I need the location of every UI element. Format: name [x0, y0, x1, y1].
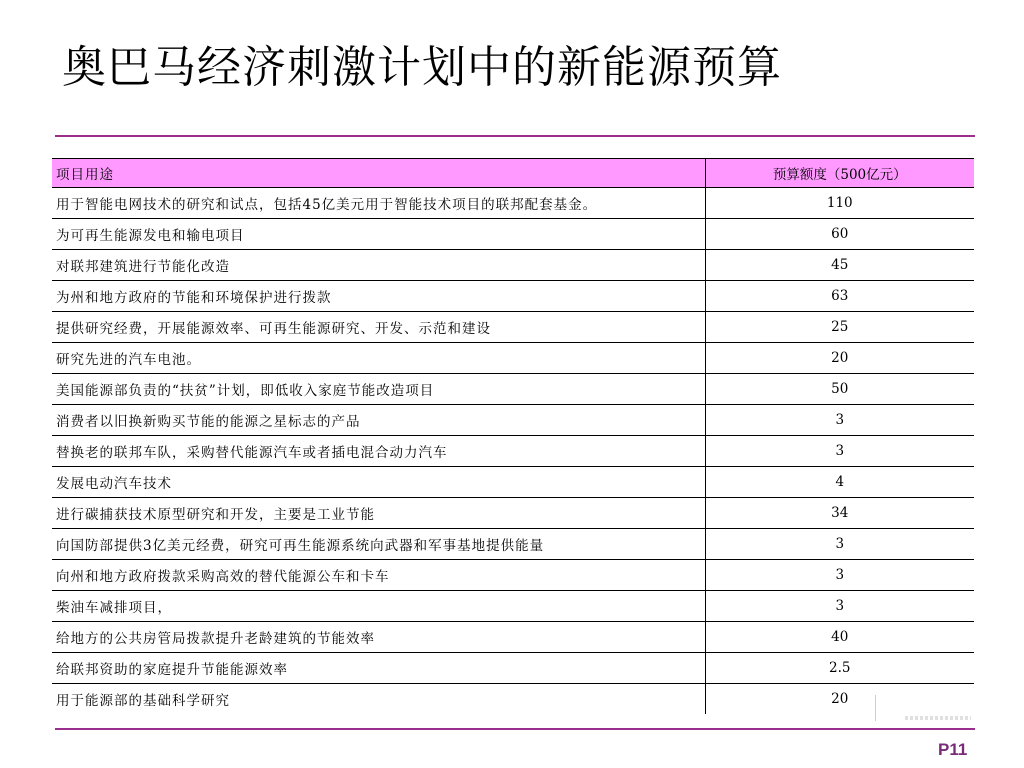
budget-cell: 45 [705, 250, 974, 281]
table-row [52, 312, 974, 343]
purpose-cell: 进行碳捕获技术原型研究和开发，主要是工业节能 [52, 498, 705, 529]
table-row [52, 560, 974, 591]
table-row [52, 219, 974, 250]
page-number: P11 [938, 740, 968, 759]
header-budget: 预算额度（500亿元） [705, 159, 974, 188]
table-row [52, 591, 974, 622]
table-row [52, 653, 974, 684]
budget-table [52, 158, 974, 714]
budget-cell: 50 [705, 374, 974, 405]
budget-cell: 3 [705, 405, 974, 436]
budget-cell: 20 [705, 343, 974, 374]
budget-cell: 25 [705, 312, 974, 343]
table-row [52, 281, 974, 312]
table-row [52, 498, 974, 529]
table-row [52, 374, 974, 405]
table-row [52, 188, 974, 219]
budget-cell: 63 [705, 281, 974, 312]
purpose-cell: 柴油车减排项目， [52, 591, 705, 622]
purpose-cell: 用于能源部的基础科学研究 [52, 684, 705, 715]
purpose-cell: 研究先进的汽车电池。 [52, 343, 705, 374]
purpose-cell: 给联邦资助的家庭提升节能能源效率 [52, 653, 705, 684]
purpose-cell: 发展电动汽车技术 [52, 467, 705, 498]
table-row [52, 405, 974, 436]
budget-cell: 40 [705, 622, 974, 653]
table-row [52, 622, 974, 653]
budget-cell: 110 [705, 188, 974, 219]
table-header-row [52, 159, 974, 188]
budget-cell: 4 [705, 467, 974, 498]
purpose-cell: 美国能源部负责的“扶贫”计划，即低收入家庭节能改造项目 [52, 374, 705, 405]
table-row [52, 467, 974, 498]
purpose-cell: 提供研究经费，开展能源效率、可再生能源研究、开发、示范和建设 [52, 312, 705, 343]
budget-cell: 60 [705, 219, 974, 250]
slide-title: 奥巴马经济刺激计划中的新能源预算 [62, 42, 782, 93]
footer-watermark [905, 716, 971, 720]
budget-cell: 3 [705, 591, 974, 622]
purpose-cell: 为可再生能源发电和输电项目 [52, 219, 705, 250]
table-row [52, 436, 974, 467]
table-row [52, 529, 974, 560]
bottom-divider [55, 728, 975, 730]
purpose-cell: 对联邦建筑进行节能化改造 [52, 250, 705, 281]
budget-cell: 3 [705, 560, 974, 591]
header-purpose: 项目用途 [52, 159, 705, 188]
purpose-cell: 用于智能电网技术的研究和试点，包括45亿美元用于智能技术项目的联邦配套基金。 [52, 188, 705, 219]
top-divider [55, 135, 975, 137]
table-row [52, 684, 974, 715]
purpose-cell: 消费者以旧换新购买节能的能源之星标志的产品 [52, 405, 705, 436]
budget-cell: 3 [705, 436, 974, 467]
budget-cell: 3 [705, 529, 974, 560]
purpose-cell: 给地方的公共房管局拨款提升老龄建筑的节能效率 [52, 622, 705, 653]
table-row [52, 343, 974, 374]
table-row [52, 250, 974, 281]
purpose-cell: 替换老的联邦车队，采购替代能源汽车或者插电混合动力汽车 [52, 436, 705, 467]
purpose-cell: 为州和地方政府的节能和环境保护进行拨款 [52, 281, 705, 312]
footer-decoration-bar [875, 695, 876, 721]
purpose-cell: 向国防部提供3亿美元经费，研究可再生能源系统向武器和军事基地提供能量 [52, 529, 705, 560]
budget-cell: 34 [705, 498, 974, 529]
budget-cell: 20 [705, 684, 974, 715]
purpose-cell: 向州和地方政府拨款采购高效的替代能源公车和卡车 [52, 560, 705, 591]
budget-cell: 2.5 [705, 653, 974, 684]
